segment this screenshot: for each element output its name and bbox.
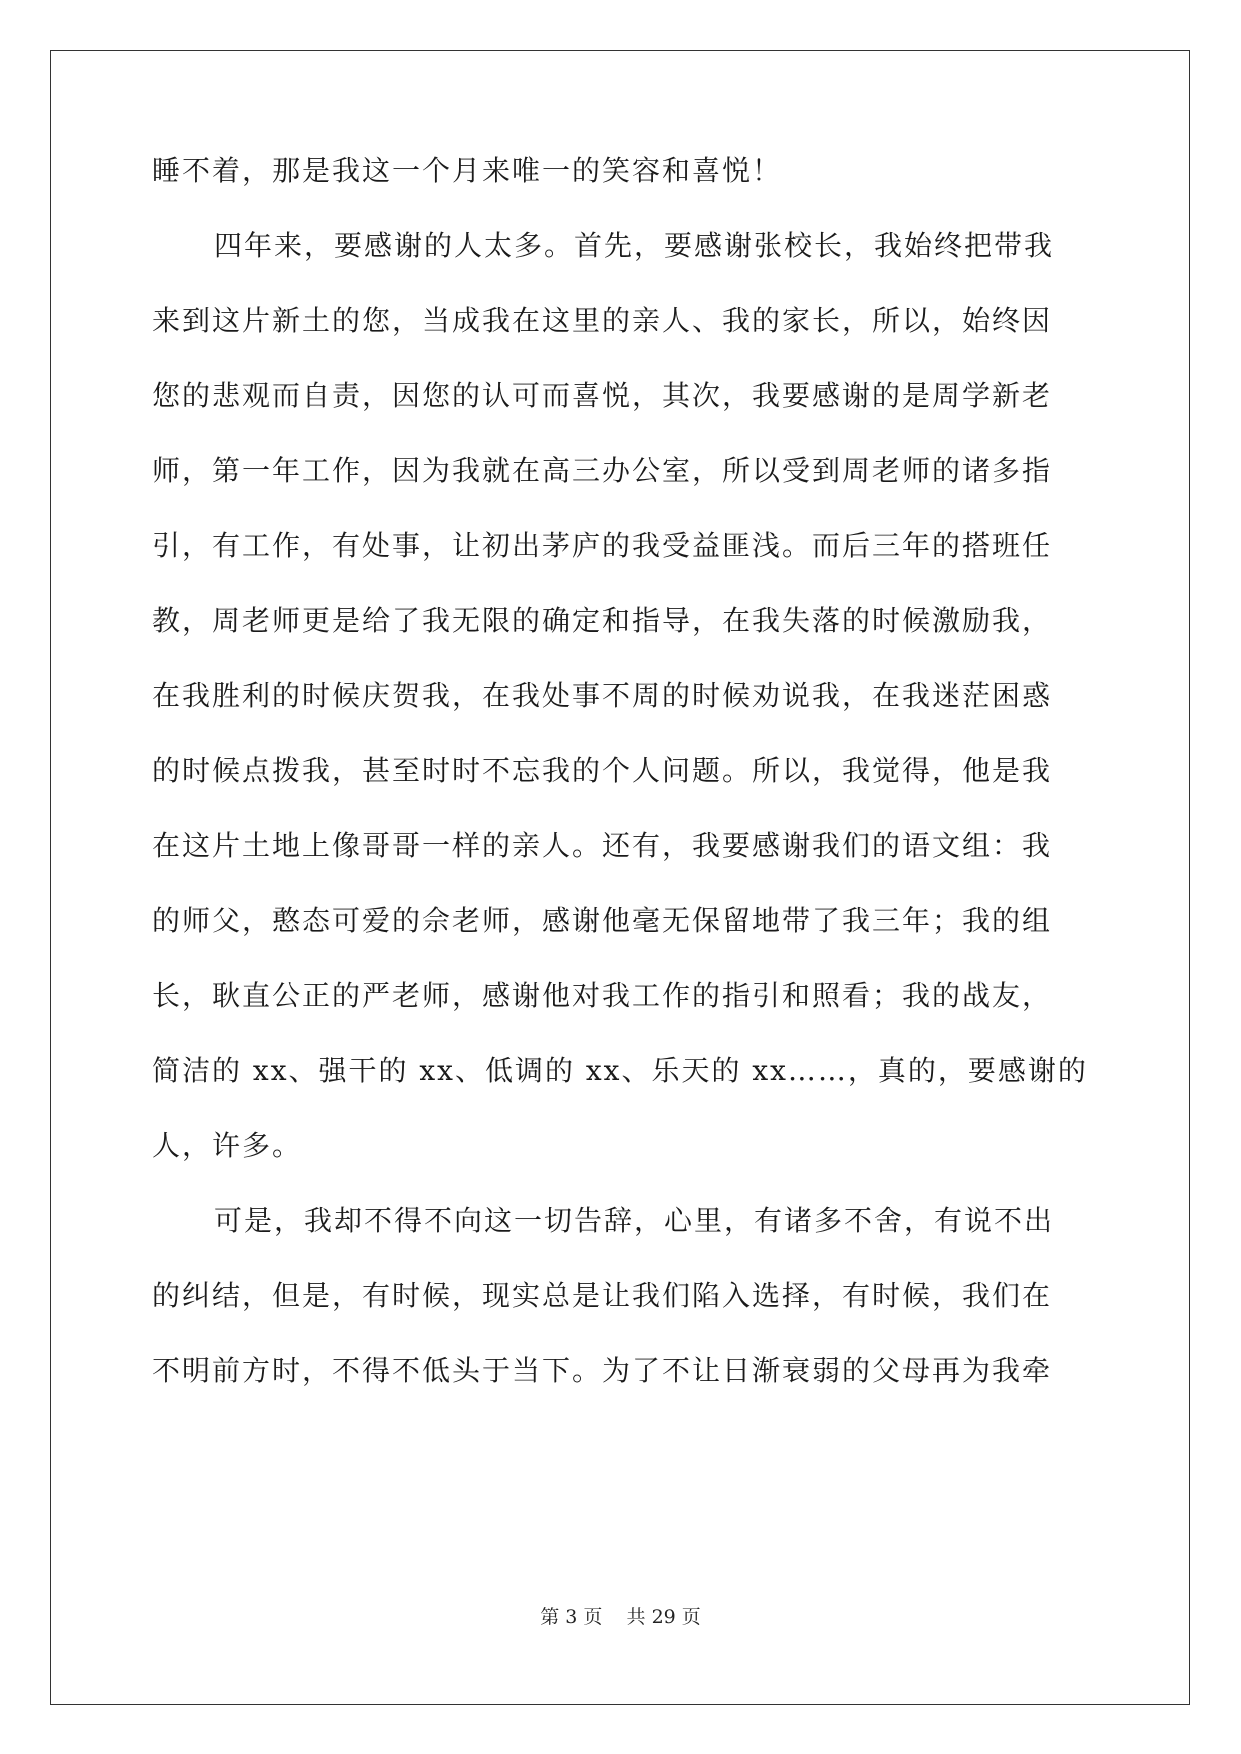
text-line: 人，许多。 xyxy=(152,1129,303,1162)
page-total: 共 29 页 xyxy=(626,1606,701,1628)
text-line: 不明前方时，不得不低头于当下。为了不让日渐衰弱的父母再为我牵 xyxy=(152,1354,1053,1387)
text-line: 睡不着，那是我这一个月来唯一的笑容和喜悦！ xyxy=(152,154,783,187)
text-line: 来到这片新土的您，当成我在这里的亲人、我的家长，所以，始终因 xyxy=(152,304,1053,337)
paragraph-start-line: 可是，我却不得不向这一切告辞，心里，有诸多不舍，有说不出 xyxy=(214,1204,1055,1237)
text-line: 师，第一年工作，因为我就在高三办公室，所以受到周老师的诸多指 xyxy=(152,454,1053,487)
page-number: 第 3 页 xyxy=(540,1606,603,1628)
text-line: 长，耿直公正的严老师，感谢他对我工作的指引和照看；我的战友， xyxy=(152,979,1053,1012)
text-line: 在这片土地上像哥哥一样的亲人。还有，我要感谢我们的语文组：我 xyxy=(152,829,1053,862)
text-line: 您的悲观而自责，因您的认可而喜悦，其次，我要感谢的是周学新老 xyxy=(152,379,1053,412)
page-border xyxy=(50,50,1190,1705)
text-line: 的纠结，但是，有时候，现实总是让我们陷入选择，有时候，我们在 xyxy=(152,1279,1053,1312)
text-line: 在我胜利的时候庆贺我，在我处事不周的时候劝说我，在我迷茫困惑 xyxy=(152,679,1053,712)
paragraph-start-line: 四年来，要感谢的人太多。首先，要感谢张校长，我始终把带我 xyxy=(214,229,1055,262)
text-line: 引，有工作，有处事，让初出茅庐的我受益匪浅。而后三年的搭班任 xyxy=(152,529,1053,562)
text-line: 的师父，憨态可爱的佘老师，感谢他毫无保留地带了我三年；我的组 xyxy=(152,904,1053,937)
text-line: 教，周老师更是给了我无限的确定和指导，在我失落的时候激励我， xyxy=(152,604,1053,637)
page-footer xyxy=(0,1602,1241,1629)
text-line: 的时候点拨我，甚至时时不忘我的个人问题。所以，我觉得，他是我 xyxy=(152,754,1053,787)
text-line: 简洁的 xx、强干的 xx、低调的 xx、乐天的 xx……，真的，要感谢的 xyxy=(152,1054,1088,1087)
